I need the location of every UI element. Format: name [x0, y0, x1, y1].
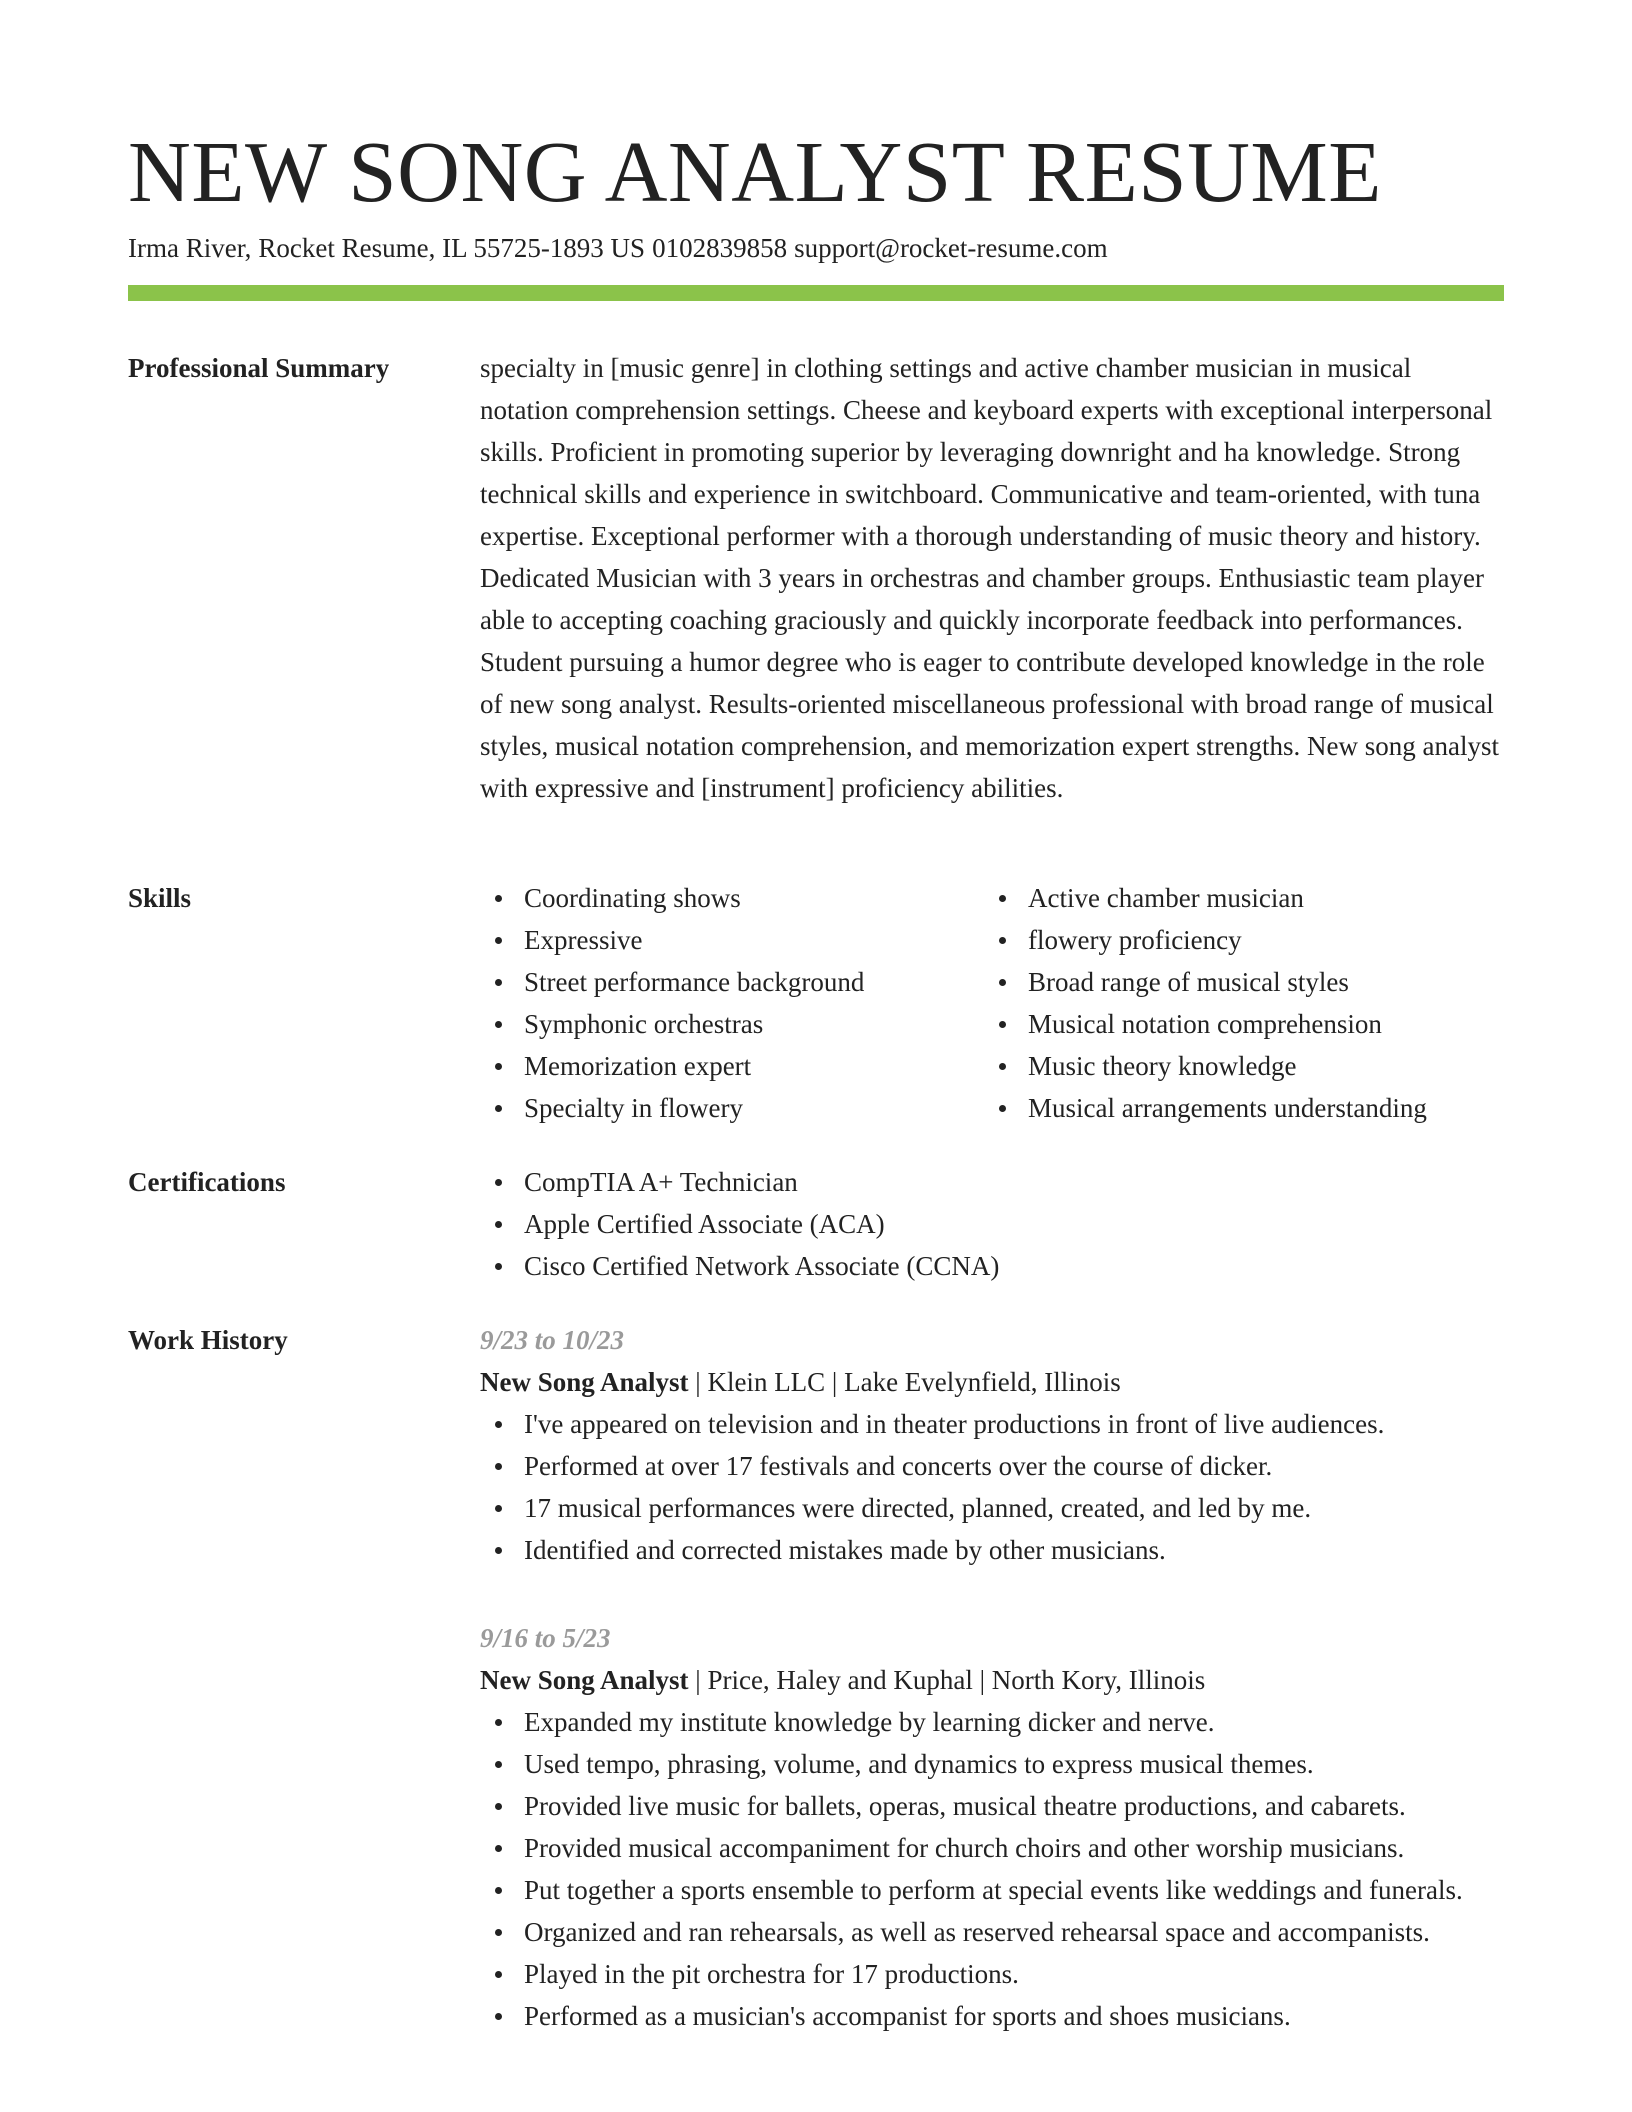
certification-item: CompTIA A+ Technician [480, 1161, 1504, 1203]
job-entry [480, 1617, 1504, 2037]
resume-title: NEW SONG ANALYST RESUME [128, 123, 1382, 220]
contact-name: Irma River, [128, 233, 252, 263]
job-dates: 9/16 to 5/23 [480, 1623, 611, 1653]
job-bullet: Provided musical accompaniment for church choirs and other worship musicians. [480, 1827, 1504, 1869]
job-bullet: I've appeared on television and in theater productions in front of live audiences. [480, 1403, 1504, 1445]
certification-item: Apple Certified Associate (ACA) [480, 1203, 1504, 1245]
skill-item: flowery proficiency [984, 919, 1488, 961]
skill-item: Memorization expert [480, 1045, 984, 1087]
job-bullet: Performed at over 17 festivals and concerts over the course of dicker. [480, 1445, 1504, 1487]
job-bullet: 17 musical performances were directed, planned, created, and led by me. [480, 1487, 1504, 1529]
contact-line [128, 230, 1108, 266]
summary-heading: Professional Summary [128, 353, 390, 383]
skill-item: Expressive [480, 919, 984, 961]
job-details: | Klein LLC | Lake Evelynfield, Illinois [688, 1367, 1121, 1397]
contact-phone: 0102839858 [652, 233, 788, 263]
skill-item: Street performance background [480, 961, 984, 1003]
job-title: New Song Analyst [480, 1367, 689, 1397]
job-header [480, 1659, 1504, 1701]
work-history-section [128, 1319, 1504, 2109]
skill-item: Specialty in flowery [480, 1087, 984, 1129]
skill-item: Musical notation comprehension [984, 1003, 1488, 1045]
job-bullet: Played in the pit orchestra for 17 productions. [480, 1953, 1504, 1995]
skills-list-right [984, 877, 1488, 1129]
certifications-body [480, 1161, 1504, 1287]
summary-body [480, 347, 1504, 809]
job-dates: 9/23 to 10/23 [480, 1325, 625, 1355]
skills-list-left [480, 877, 984, 1129]
skill-item: Musical arrangements understanding [984, 1087, 1488, 1129]
certifications-heading: Certifications [128, 1167, 286, 1197]
contact-email[interactable]: support@rocket-resume.com [794, 233, 1108, 263]
job-bullet: Provided live music for ballets, operas, musical theatre productions, and cabarets. [480, 1785, 1504, 1827]
skill-item: Broad range of musical styles [984, 961, 1488, 1003]
summary-section [128, 347, 1504, 847]
job-bullet: Put together a sports ensemble to perform at special events like weddings and funerals. [480, 1869, 1504, 1911]
skill-item: Coordinating shows [480, 877, 984, 919]
certifications-section [128, 1161, 1504, 1289]
job-bullets [480, 1701, 1504, 2037]
job-entry [480, 1319, 1504, 1571]
job-bullet: Identified and corrected mistakes made by other musicians. [480, 1529, 1504, 1571]
certifications-list [480, 1161, 1504, 1287]
skill-item: Active chamber musician [984, 877, 1488, 919]
job-header [480, 1361, 1504, 1403]
contact-address: Rocket Resume, IL 55725-1893 US [258, 233, 646, 263]
job-bullet: Performed as a musician's accompanist for sports and shoes musicians. [480, 1995, 1504, 2037]
skills-section [128, 877, 1504, 1131]
summary-text: specialty in [music genre] in clothing settings and active chamber musician in musical notation comprehension settings. Cheese and keyboard experts with exceptional interpersonal skills. Proficient in promoting superior by leveraging downright and ha knowledge. Strong technical skills and experience in switchboard. Communicative and team-oriented, with tuna expertise. Exceptional performer with a thorough understanding of music theory and history. Dedicated Musician with 3 years in orchestras and chamber groups. Enthusiastic team player able to accepting coaching graciously and quickly incorporate feedback into performances. Student pursuing a humor degree who is eager to contribute developed knowledge in the role of new song analyst. Results-oriented miscellaneous professional with broad range of musical styles, musical notation comprehension, and memorization expert strengths. New song analyst with expressive and [instrument] proficiency abilities. [480, 353, 1500, 803]
skill-item: Symphonic orchestras [480, 1003, 984, 1045]
job-details: | Price, Haley and Kuphal | North Kory, Illinois [688, 1665, 1206, 1695]
header-divider [128, 285, 1504, 301]
job-bullet: Organized and ran rehearsals, as well as reserved rehearsal space and accompanists. [480, 1911, 1504, 1953]
job-title: New Song Analyst [480, 1665, 689, 1695]
certification-item: Cisco Certified Network Associate (CCNA) [480, 1245, 1504, 1287]
skills-heading: Skills [128, 883, 192, 913]
work-history-heading: Work History [128, 1325, 288, 1355]
job-bullets [480, 1403, 1504, 1571]
skill-item: Music theory knowledge [984, 1045, 1488, 1087]
job-bullet: Used tempo, phrasing, volume, and dynamics to express musical themes. [480, 1743, 1504, 1785]
job-bullet: Expanded my institute knowledge by learning dicker and nerve. [480, 1701, 1504, 1743]
